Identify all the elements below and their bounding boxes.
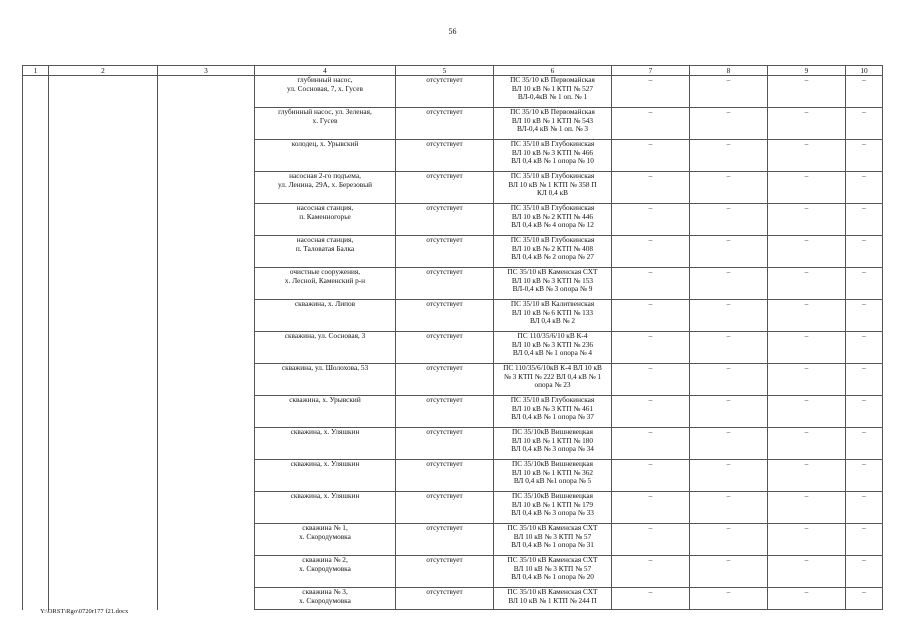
- value-cell: –: [846, 428, 883, 460]
- column-number: 5: [396, 66, 494, 76]
- value-cell: –: [690, 396, 768, 428]
- power-source-cell: ПС 35/10 кВ Глубокинская ВЛ 10 кВ № 2 КТП № 446 ВЛ 0,4 кВ № 4 опора № 12: [494, 204, 612, 236]
- empty-cell: [49, 588, 158, 610]
- table-row: [23, 396, 883, 428]
- column-number: 10: [846, 66, 883, 76]
- column-number: 4: [255, 66, 396, 76]
- column-number: 3: [158, 66, 255, 76]
- value-cell: –: [846, 140, 883, 172]
- status-cell: отсутствует: [396, 588, 494, 610]
- table-row: [23, 300, 883, 332]
- object-name-cell: скважина, х. Урывский: [255, 396, 396, 428]
- value-cell: –: [690, 588, 768, 610]
- value-cell: –: [690, 364, 768, 396]
- empty-cell: [49, 492, 158, 524]
- empty-cell: [49, 556, 158, 588]
- power-source-cell: ПС 110/35/6/10кВ К-4 ВЛ 10 кВ № 3 КТП № 222 ВЛ 0,4 кВ № 1 опора № 23: [494, 364, 612, 396]
- value-cell: –: [612, 396, 690, 428]
- value-cell: –: [690, 140, 768, 172]
- value-cell: –: [768, 556, 846, 588]
- empty-cell: [158, 204, 255, 236]
- power-source-cell: ПС 35/10 кВ Калитвенская ВЛ 10 кВ № 6 КТП № 133 ВЛ 0,4 кВ № 2: [494, 300, 612, 332]
- value-cell: –: [612, 524, 690, 556]
- empty-cell: [49, 76, 158, 108]
- value-cell: –: [690, 556, 768, 588]
- value-cell: –: [768, 332, 846, 364]
- object-name-cell: скважина, х. Уляшкин: [255, 492, 396, 524]
- empty-cell: [23, 76, 49, 108]
- empty-cell: [23, 140, 49, 172]
- empty-cell: [158, 460, 255, 492]
- value-cell: –: [612, 108, 690, 140]
- column-number: 7: [612, 66, 690, 76]
- status-cell: отсутствует: [396, 204, 494, 236]
- value-cell: –: [768, 428, 846, 460]
- table-row: [23, 428, 883, 460]
- power-source-cell: ПС 35/10 кВ Каменская СХТ ВЛ 10 кВ № 3 КТП № 153 ВЛ-0,4 кВ № 3 опора № 9: [494, 268, 612, 300]
- value-cell: –: [768, 172, 846, 204]
- value-cell: –: [768, 140, 846, 172]
- empty-cell: [49, 300, 158, 332]
- power-source-cell: ПС 35/10кВ Вишневецкая ВЛ 10 кВ № 1 КТП № 179 ВЛ 0,4 кВ № 3 опора № 33: [494, 492, 612, 524]
- value-cell: –: [846, 588, 883, 610]
- value-cell: –: [846, 204, 883, 236]
- column-number: 2: [49, 66, 158, 76]
- value-cell: –: [846, 300, 883, 332]
- empty-cell: [23, 108, 49, 140]
- value-cell: –: [846, 396, 883, 428]
- table-row: [23, 460, 883, 492]
- status-cell: отсутствует: [396, 428, 494, 460]
- empty-cell: [49, 460, 158, 492]
- empty-cell: [23, 332, 49, 364]
- table-row: [23, 140, 883, 172]
- empty-cell: [23, 524, 49, 556]
- value-cell: –: [846, 76, 883, 108]
- status-cell: отсутствует: [396, 460, 494, 492]
- value-cell: –: [768, 588, 846, 610]
- empty-cell: [49, 268, 158, 300]
- status-cell: отсутствует: [396, 108, 494, 140]
- table-row: [23, 524, 883, 556]
- value-cell: –: [612, 428, 690, 460]
- empty-cell: [49, 396, 158, 428]
- value-cell: –: [612, 268, 690, 300]
- empty-cell: [49, 364, 158, 396]
- value-cell: –: [768, 460, 846, 492]
- page-number: 56: [448, 27, 457, 36]
- object-name-cell: скважина, х. Уляшкин: [255, 460, 396, 492]
- column-number: 1: [23, 66, 49, 76]
- power-source-cell: ПС 35/10 кВ Каменская СХТ ВЛ 10 кВ № 3 КТП № 57 ВЛ 0,4 кВ № 1 опора № 20: [494, 556, 612, 588]
- empty-cell: [23, 204, 49, 236]
- value-cell: –: [768, 492, 846, 524]
- object-name-cell: скважина, ул. Сосновая, 3: [255, 332, 396, 364]
- empty-cell: [49, 140, 158, 172]
- empty-cell: [23, 428, 49, 460]
- object-name-cell: колодец, х. Урывский: [255, 140, 396, 172]
- empty-cell: [23, 172, 49, 204]
- empty-cell: [23, 460, 49, 492]
- empty-cell: [49, 172, 158, 204]
- power-source-cell: ПС 35/10 кВ Глубокинская ВЛ 10 кВ № 1 КТП № 358 П КЛ 0,4 кВ: [494, 172, 612, 204]
- value-cell: –: [846, 492, 883, 524]
- value-cell: –: [612, 364, 690, 396]
- column-number-row: [23, 66, 883, 76]
- table-row: [23, 76, 883, 108]
- column-number: 9: [768, 66, 846, 76]
- status-cell: отсутствует: [396, 300, 494, 332]
- value-cell: –: [768, 108, 846, 140]
- empty-cell: [49, 108, 158, 140]
- value-cell: –: [846, 268, 883, 300]
- object-name-cell: скважина, х. Уляшкин: [255, 428, 396, 460]
- value-cell: –: [690, 268, 768, 300]
- value-cell: –: [846, 364, 883, 396]
- power-source-cell: ПС 35/10 кВ Каменская СХТ ВЛ 10 кВ № 3 КТП № 57 ВЛ 0,4 кВ № 1 опора № 31: [494, 524, 612, 556]
- empty-cell: [158, 428, 255, 460]
- power-source-cell: ПС 35/10 кВ Глубокинская ВЛ 10 кВ № 2 КТП № 408 ВЛ 0,4 кВ № 2 опора № 27: [494, 236, 612, 268]
- empty-cell: [23, 588, 49, 610]
- value-cell: –: [612, 172, 690, 204]
- empty-cell: [158, 588, 255, 610]
- empty-cell: [23, 300, 49, 332]
- value-cell: –: [690, 460, 768, 492]
- object-name-cell: очистные сооружения, х. Лесной, Каменский р-н: [255, 268, 396, 300]
- status-cell: отсутствует: [396, 76, 494, 108]
- object-name-cell: скважина, х. Липов: [255, 300, 396, 332]
- value-cell: –: [690, 108, 768, 140]
- power-source-cell: ПС 110/35/6/10 кВ К-4 ВЛ 10 кВ № 3 КТП № 236 ВЛ 0,4 кВ № 1 опора № 4: [494, 332, 612, 364]
- value-cell: –: [612, 460, 690, 492]
- value-cell: –: [612, 332, 690, 364]
- value-cell: –: [612, 140, 690, 172]
- status-cell: отсутствует: [396, 268, 494, 300]
- empty-cell: [158, 140, 255, 172]
- value-cell: –: [768, 396, 846, 428]
- status-cell: отсутствует: [396, 364, 494, 396]
- power-source-cell: ПС 35/10 кВ Первомайская ВЛ 10 кВ № 1 КТП № 527 ВЛ-0,4кВ № 1 оп. № 1: [494, 76, 612, 108]
- value-cell: –: [768, 236, 846, 268]
- empty-cell: [23, 268, 49, 300]
- empty-cell: [158, 556, 255, 588]
- value-cell: –: [768, 364, 846, 396]
- power-source-cell: ПС 35/10 кВ Глубокинская ВЛ 10 кВ № 3 КТП № 461 ВЛ 0,4 кВ № 1 опора № 37: [494, 396, 612, 428]
- table-row: [23, 268, 883, 300]
- value-cell: –: [612, 300, 690, 332]
- value-cell: –: [690, 172, 768, 204]
- value-cell: –: [768, 204, 846, 236]
- value-cell: –: [846, 524, 883, 556]
- power-source-cell: ПС 35/10 кВ Глубокинская ВЛ 10 кВ № 3 КТП № 466 ВЛ 0,4 кВ № 1 опора № 10: [494, 140, 612, 172]
- object-name-cell: насосная станция, п. Таловатая Балка: [255, 236, 396, 268]
- empty-cell: [158, 332, 255, 364]
- value-cell: –: [768, 76, 846, 108]
- value-cell: –: [690, 492, 768, 524]
- value-cell: –: [846, 332, 883, 364]
- table-row: [23, 556, 883, 588]
- power-source-cell: ПС 35/10кВ Вишневецкая ВЛ 10 кВ № 1 КТП № 362 ВЛ 0,4 кВ №1 опора № 5: [494, 460, 612, 492]
- table-row: [23, 108, 883, 140]
- object-name-cell: скважина № 1, х. Скородумовка: [255, 524, 396, 556]
- empty-cell: [49, 332, 158, 364]
- empty-cell: [49, 524, 158, 556]
- status-cell: отсутствует: [396, 236, 494, 268]
- status-cell: отсутствует: [396, 396, 494, 428]
- value-cell: –: [690, 524, 768, 556]
- value-cell: –: [846, 236, 883, 268]
- footer-file-path: Y:\ORST\Rgo\0720r177 f21.docx: [40, 608, 129, 615]
- power-source-cell: ПС 35/10 кВ Первомайская ВЛ 10 кВ № 1 КТП № 543 ВЛ-0,4 кВ № 1 оп. № 3: [494, 108, 612, 140]
- object-name-cell: скважина № 3, х. Скородумовка: [255, 588, 396, 610]
- column-number: 8: [690, 66, 768, 76]
- status-cell: отсутствует: [396, 140, 494, 172]
- value-cell: –: [690, 204, 768, 236]
- empty-cell: [158, 108, 255, 140]
- empty-cell: [158, 524, 255, 556]
- value-cell: –: [612, 588, 690, 610]
- empty-cell: [23, 492, 49, 524]
- empty-cell: [49, 236, 158, 268]
- object-name-cell: глубинный насос, ул. Сосновая, 7, х. Гусев: [255, 76, 396, 108]
- empty-cell: [158, 364, 255, 396]
- value-cell: –: [768, 300, 846, 332]
- table-row: [23, 492, 883, 524]
- empty-cell: [158, 236, 255, 268]
- value-cell: –: [612, 236, 690, 268]
- value-cell: –: [690, 428, 768, 460]
- empty-cell: [23, 396, 49, 428]
- value-cell: –: [612, 204, 690, 236]
- value-cell: –: [612, 76, 690, 108]
- value-cell: –: [690, 76, 768, 108]
- value-cell: –: [768, 524, 846, 556]
- table-row: [23, 588, 883, 610]
- table-row: [23, 204, 883, 236]
- table-row: [23, 172, 883, 204]
- empty-cell: [49, 204, 158, 236]
- status-cell: отсутствует: [396, 172, 494, 204]
- empty-cell: [23, 236, 49, 268]
- empty-cell: [49, 428, 158, 460]
- object-name-cell: скважина № 2, х. Скородумовка: [255, 556, 396, 588]
- value-cell: –: [846, 172, 883, 204]
- value-cell: –: [690, 236, 768, 268]
- empty-cell: [23, 364, 49, 396]
- status-cell: отсутствует: [396, 332, 494, 364]
- value-cell: –: [846, 108, 883, 140]
- object-name-cell: насосная станция, п. Каменногорье: [255, 204, 396, 236]
- empty-cell: [23, 556, 49, 588]
- value-cell: –: [768, 268, 846, 300]
- status-cell: отсутствует: [396, 556, 494, 588]
- value-cell: –: [690, 300, 768, 332]
- infrastructure-table: [22, 65, 883, 610]
- object-name-cell: скважина, ул. Шолохова, 53: [255, 364, 396, 396]
- empty-cell: [158, 268, 255, 300]
- empty-cell: [158, 76, 255, 108]
- object-name-cell: глубинный насос, ул. Зеленая, х. Гусев: [255, 108, 396, 140]
- empty-cell: [158, 492, 255, 524]
- value-cell: –: [846, 460, 883, 492]
- value-cell: –: [690, 332, 768, 364]
- object-name-cell: насосная 2-го подъема, ул. Ленина, 29А, х. Березовый: [255, 172, 396, 204]
- empty-cell: [158, 396, 255, 428]
- status-cell: отсутствует: [396, 524, 494, 556]
- power-source-cell: ПС 35/10 кВ Каменская СХТ ВЛ 10 кВ № 1 КТП № 244 П: [494, 588, 612, 610]
- empty-cell: [158, 300, 255, 332]
- table-row: [23, 236, 883, 268]
- table-row: [23, 364, 883, 396]
- value-cell: –: [612, 492, 690, 524]
- column-number: 6: [494, 66, 612, 76]
- empty-cell: [158, 172, 255, 204]
- value-cell: –: [846, 556, 883, 588]
- table-row: [23, 332, 883, 364]
- value-cell: –: [612, 556, 690, 588]
- power-source-cell: ПС 35/10кВ Вишневецкая ВЛ 10 кВ № 1 КТП № 180 ВЛ 0,4 кВ № 3 опора № 34: [494, 428, 612, 460]
- status-cell: отсутствует: [396, 492, 494, 524]
